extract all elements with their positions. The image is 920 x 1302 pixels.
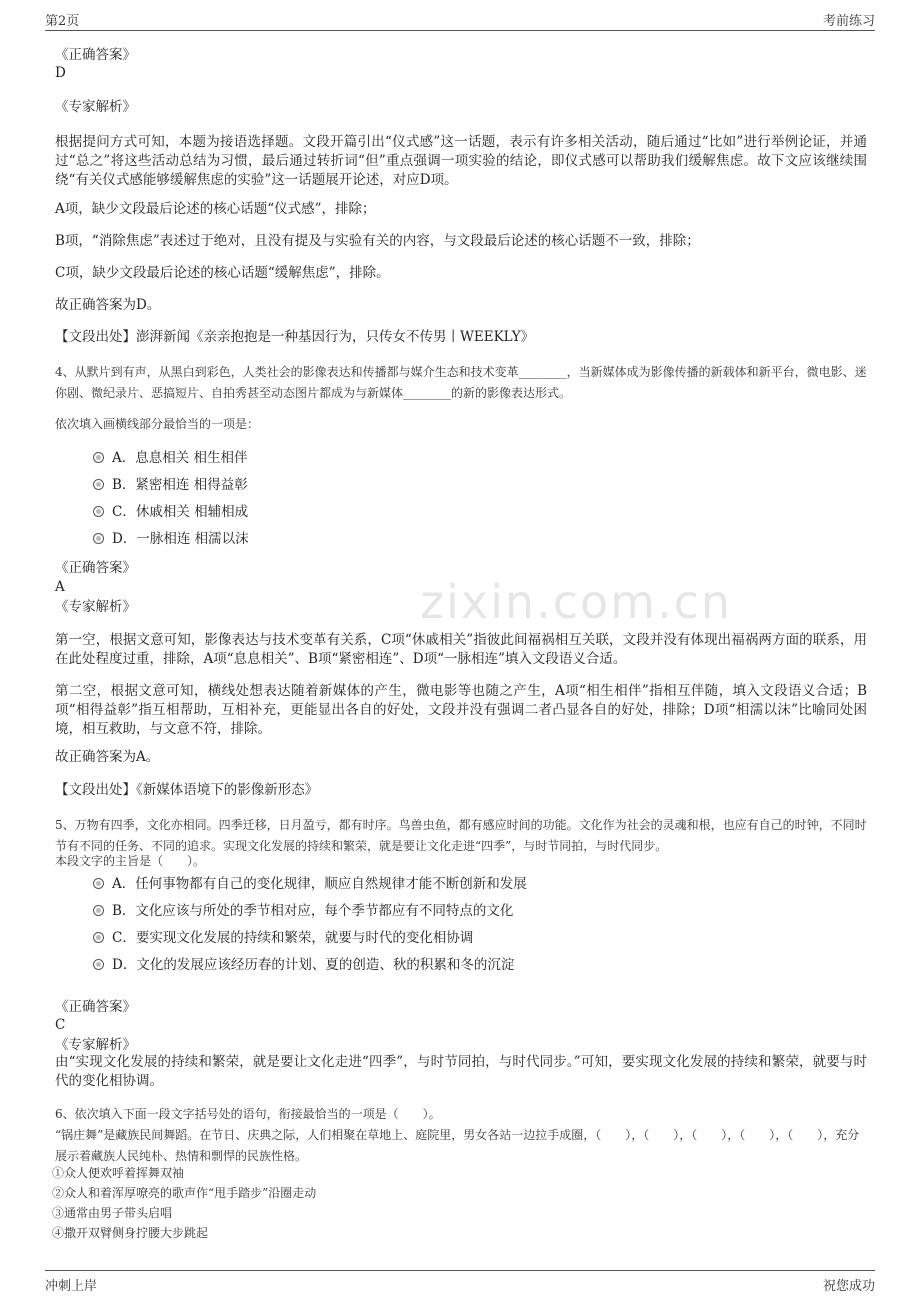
list-item: ②众人和着浑厚嘹亮的歌声作“甩手踏步”沿圈走动 <box>52 1186 317 1200</box>
analysis-paragraph: 第二空，根据文意可知，横线处想表达随着新媒体的产生，微电影等也随之产生，A项“相生相伴”指相互伴随，填入文段语义合适；B项“相得益彰”指互相帮助，互相补充，更能显出各自的好处，文段并没有强调二者凸显各自的好处，排除；D项“相濡以沫”比喻同处困境，相互救助，与文意不符，排除。 <box>55 683 867 737</box>
answer-value: C <box>55 1017 66 1033</box>
analysis-title: 《专家解析》 <box>55 599 136 615</box>
radio-icon[interactable] <box>93 905 104 916</box>
footer-left: 冲刺上岸 <box>45 1279 98 1294</box>
radio-icon[interactable] <box>93 506 104 517</box>
analysis-title: 《专家解析》 <box>55 99 136 115</box>
answer-title: 《正确答案》 <box>55 560 136 576</box>
question-text: “锅庄舞”是藏族民间舞蹈。在节日、庆典之际，人们相聚在草地上、庭院里，男女各站一边拉手成圈，（ ），（ ），（ ），（ ），（ ），充分展示着藏族人民纯朴、热情和剽悍的民族性格。 <box>55 1128 860 1163</box>
analysis-paragraph: 故正确答案为A。 <box>55 749 160 765</box>
list-item: ④撒开双臂侧身拧腰大步跳起 <box>52 1226 209 1240</box>
option-c[interactable]: C．休戚相关 相辅相成 <box>93 502 248 522</box>
analysis-paragraph: 由“实现文化发展的持续和繁荣，就是要让文化走进“四季”，与时节同拍，与时代同步。”可知，要实现文化发展的持续和繁荣，就要与时代的变化相协调。 <box>55 1054 867 1089</box>
page-header <box>45 10 875 31</box>
answer-title: 《正确答案》 <box>55 47 136 63</box>
analysis-paragraph: 故正确答案为D。 <box>55 297 161 313</box>
answer-value: A <box>55 579 65 595</box>
option-b[interactable]: B．紧密相连 相得益彰 <box>93 475 248 495</box>
header-title: 考前练习 <box>822 14 875 29</box>
radio-icon[interactable] <box>93 479 104 490</box>
question-stem: 6、依次填入下面一段文字括号处的语句，衔接最恰当的一项是（ ）。 <box>55 1107 441 1121</box>
analysis-paragraph: C项，缺少文段最后论述的核心话题“缓解焦虑”，排除。 <box>55 265 390 281</box>
list-item: ③通常由男子带头启唱 <box>52 1206 173 1220</box>
analysis-paragraph: 根据提问方式可知，本题为接语选择题。文段开篇引出“仪式感”这一话题，表示有许多相关活动，随后通过“比如”进行举例论证，并通过“总之”将这些活动总结为习惯，最后通过转折词“但”重点强调一项实验的结论，即仪式感可以帮助我们缓解焦虑。故下文应该继续围绕“有关仪式感能够缓解焦虑的实验”这一话题展开论述，对应D项。 <box>55 134 867 188</box>
option-d[interactable]: D．文化的发展应该经历春的计划、夏的创造、秋的积累和冬的沉淀 <box>93 955 514 975</box>
answer-value: D <box>55 65 66 81</box>
analysis-paragraph: B项，“消除焦虑”表述过于绝对，且没有提及与实验有关的内容，与文段最后论述的核心话题不一致，排除； <box>55 233 700 249</box>
question-prompt: 依次填入画横线部分最恰当的一项是： <box>55 417 260 431</box>
option-c[interactable]: C．要实现文化发展的持续和繁荣，就要与时代的变化相协调 <box>93 928 473 948</box>
question-prompt: 本段文字的主旨是（ ）。 <box>55 854 206 868</box>
option-a[interactable]: A．任何事物都有自己的变化规律，顺应自然规律才能不断创新和发展 <box>93 874 527 894</box>
list-item: ①众人便欢呼着挥舞双袖 <box>52 1166 185 1180</box>
source-line: 【文段出处】《新媒体语境下的影像新形态》 <box>55 782 319 798</box>
option-b[interactable]: B．文化应该与所处的季节相对应，每个季节都应有不同特点的文化 <box>93 901 513 921</box>
watermark: zixin.com.cn <box>420 575 733 629</box>
page-footer <box>45 1270 875 1299</box>
question-stem: 4、从默片到有声，从黑白到彩色，人类社会的影像表达和传播都与媒介生态和技术变革________，当新媒体成为影像传播的新载体和新平台，微电影、迷你剧、微纪录片、恶搞短片、自拍秀甚至动态图片都成为与新媒体________的新的影像表达形式。 <box>55 365 867 400</box>
radio-icon[interactable] <box>93 533 104 544</box>
radio-icon[interactable] <box>93 932 104 943</box>
option-d[interactable]: D．一脉相连 相濡以沫 <box>93 529 249 549</box>
analysis-paragraph: A项，缺少文段最后论述的核心话题“仪式感”，排除； <box>55 201 376 217</box>
option-a[interactable]: A．息息相关 相生相伴 <box>93 448 248 468</box>
radio-icon[interactable] <box>93 959 104 970</box>
source-line: 【文段出处】澎湃新闻《亲亲抱抱是一种基因行为，只传女不传男丨WEEKLY》 <box>55 329 535 345</box>
analysis-paragraph: 第一空，根据文意可知，影像表达与技术变革有关系，C项“休戚相关”指彼此间福祸相互关联，文段并没有体现出福祸两方面的联系，用在此处程度过重，排除，A项“息息相关”、B项“紧密相连”、D项“一脉相连”填入文段语义合适。 <box>55 632 867 667</box>
radio-icon[interactable] <box>93 452 104 463</box>
question-stem: 5、万物有四季，文化亦相同。四季迁移，日月盈亏，都有时序。鸟兽虫鱼，都有感应时间的功能。文化作为社会的灵魂和根，也应有自己的时钟，不同时节有不同的任务、不同的追求。实现文化发展的持续和繁荣，就是要让文化走进“四季”，与时节同拍，与时代同步。 <box>55 818 867 853</box>
answer-title: 《正确答案》 <box>55 999 136 1015</box>
analysis-title: 《专家解析》 <box>55 1037 136 1053</box>
page-number: 第2页 <box>45 14 80 29</box>
footer-right: 祝您成功 <box>822 1279 875 1294</box>
radio-icon[interactable] <box>93 878 104 889</box>
